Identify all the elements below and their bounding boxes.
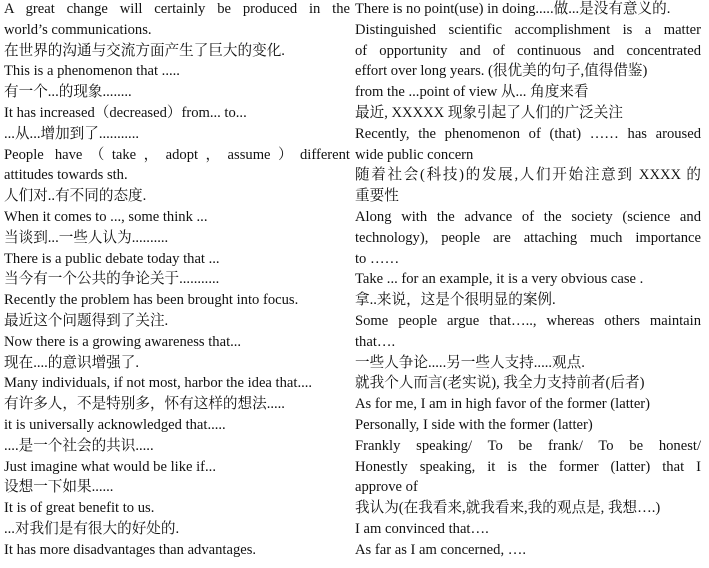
text-line: It has more disadvantages than advantages. (4, 541, 257, 558)
text-line: 就我个人而言(老实说), 我全力支持前者(后者) (355, 375, 645, 392)
text-line: ...从...增加到了........... (4, 125, 139, 142)
text-line: approve of (355, 479, 418, 496)
text-line: 最近, XXXXX 现象引起了人们的广泛关注 (355, 104, 623, 121)
text-line: world’s communications. (4, 21, 152, 38)
text-line: 拿..来说，这是个很明显的案例. (355, 292, 556, 309)
right-column (355, 0, 701, 561)
left-column (4, 0, 350, 561)
text-line: from the ...point of view 从... 角度来看 (355, 84, 589, 101)
text-line: 有一个...的现象........ (4, 84, 132, 101)
text-line: Take ... for an example, it is a very obvious case . (355, 271, 644, 288)
text-line: People have（take，adopt，assume）different (4, 146, 350, 163)
text-line: to …… (355, 250, 400, 267)
text-line: technology), people are attaching much importance (355, 229, 701, 246)
text-line: Many individuals, if not most, harbor the idea that.... (4, 375, 313, 392)
text-line: Just imagine what would be like if... (4, 458, 216, 475)
text-line: There is a public debate today that ... (4, 250, 220, 267)
text-line: It is of great benefit to us. (4, 500, 155, 517)
text-line: effort over long years. (很优美的句子,值得借鉴) (355, 63, 648, 80)
text-line: 我认为(在我看来,就我看来,我的观点是, 我想….) (355, 500, 661, 517)
text-line: 在世界的沟通与交流方面产生了巨大的变化. (4, 42, 285, 59)
text-line: Frankly speaking/ To be frank/ To be honest/ (355, 437, 701, 454)
text-line: 现在....的意识增强了. (4, 354, 139, 371)
text-line: 重要性 (355, 188, 399, 205)
text-line: Distinguished scientific accomplishment is a matter (355, 21, 701, 38)
text-line: When it comes to ..., some think ... (4, 208, 208, 225)
text-line: Some people argue that….., whereas others maintain (355, 312, 701, 329)
text-line: It has increased（decreased）from... to... (4, 104, 247, 121)
text-line: Personally, I side with the former (latter) (355, 416, 593, 433)
text-line: ...对我们是有很大的好处的. (4, 520, 180, 537)
text-line: it is universally acknowledged that..... (4, 416, 226, 433)
text-line: 有许多人，不是特别多，怀有这样的想法..... (4, 396, 285, 413)
text-line: wide public concern (355, 146, 474, 163)
text-line: Along with the advance of the society (science and (355, 208, 701, 225)
text-line: Now there is a growing awareness that... (4, 333, 242, 350)
text-line: This is a phenomenon that ..... (4, 63, 180, 80)
text-line: Recently the problem has been brought into focus. (4, 292, 299, 309)
text-line: Recently, the phenomenon of (that) …… has aroused (355, 125, 701, 142)
text-line: 当谈到...一些人认为.......... (4, 229, 169, 246)
text-line: 最近这个问题得到了关注. (4, 312, 169, 329)
text-line: There is no point(use) in doing.....做...是没有意义的. (355, 1, 671, 17)
text-line: As far as I am concerned, …. (355, 541, 526, 558)
text-line: 人们对..有不同的态度. (4, 188, 147, 205)
text-line: 当今有一个公共的争论关于........... (4, 271, 220, 288)
text-line: attitudes towards sth. (4, 167, 128, 184)
text-line: I am convinced that…. (355, 520, 489, 537)
text-line: 随着社会(科技)的发展,人们开始注意到 XXXX 的 (355, 167, 701, 184)
text-line: As for me, I am in high favor of the former (latter) (355, 396, 651, 413)
text-line: A great change will certainly be produced in the (4, 1, 350, 17)
text-line: Honestly speaking, it is the former (latter) that I (355, 458, 701, 475)
text-line: of opportunity and of continuous and concentrated (355, 42, 701, 59)
text-line: that…. (355, 333, 396, 350)
text-line: 设想一下如果...... (4, 479, 114, 496)
text-line: ....是一个社会的共识..... (4, 437, 154, 454)
text-line: 一些人争论.....另一些人支持.....观点. (355, 354, 585, 371)
